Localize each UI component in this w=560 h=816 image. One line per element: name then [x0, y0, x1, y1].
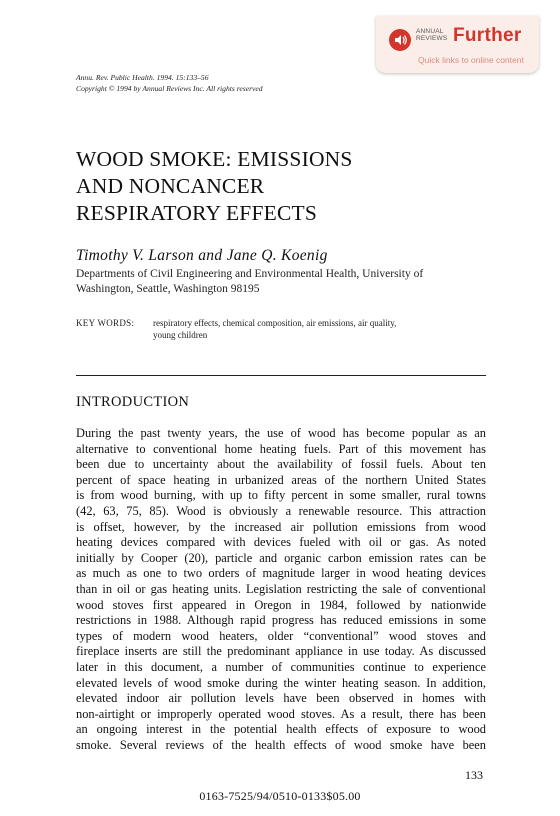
body-line: initially by Cooper (20), particle and organic carbon emission rates can be — [76, 550, 486, 565]
body-line: (42, 63, 75, 85). Wood is obviously a renewable resource. This attraction — [76, 503, 486, 518]
body-line: than in oil or gas heating units. Legislation restricting the sale of conventional — [76, 581, 486, 596]
further-brand-line2: REVIEWS — [416, 35, 448, 42]
further-brand-title: Further — [453, 25, 522, 46]
annual-reviews-speaker-icon — [389, 29, 411, 51]
article-title — [76, 146, 496, 227]
introduction-heading: INTRODUCTION — [76, 394, 190, 410]
body-line: fireplace inserts are still the predominant appliance in use today. As discussed — [76, 644, 486, 659]
body-line: types of modern wood heaters, older “conventional” wood stoves and — [76, 628, 486, 643]
body-line: restrictions in 1988. Although rapid progress has reduced emissions in some — [76, 613, 486, 628]
body-line: heating devices compared with devices fueled with oil or gas. As noted — [76, 535, 486, 550]
article-authors: Timothy V. Larson and Jane Q. Koenig — [76, 247, 328, 264]
introduction-body — [76, 426, 486, 753]
journal-citation: Annu. Rev. Public Health. 1994. 15:133–56 — [76, 73, 209, 82]
body-line: percent of space heating in urbanized areas of the northern United States — [76, 472, 486, 487]
keywords-line-1: respiratory effects, chemical composition, air emissions, air quality, — [153, 318, 397, 328]
page-number: 133 — [465, 768, 483, 782]
copyright-line: Copyright © 1994 by Annual Reviews Inc. All rights reserved — [76, 84, 263, 93]
article-title-line-3: RESPIRATORY EFFECTS — [76, 201, 317, 225]
horizontal-rule — [76, 375, 486, 376]
keywords-values — [153, 317, 493, 341]
body-line: During the past twenty years, the use of wood has become popular as an — [76, 426, 486, 440]
further-brand-line1: ANNUAL — [416, 28, 444, 35]
affiliation-line-2: Washington, Seattle, Washington 98195 — [76, 283, 260, 295]
body-line: as much as one to two orders of magnitude larger in wood heating devices — [76, 566, 486, 581]
body-line: alternative to conventional home heating fuels. Part of this movement has — [76, 441, 486, 456]
keywords-label: KEY WORDS: — [76, 318, 135, 328]
citation-block — [76, 72, 263, 94]
further-brand-small — [416, 28, 447, 42]
body-line: is offset, however, by the increased air pollution emissions from wood — [76, 519, 486, 534]
affiliation-line-1: Departments of Civil Engineering and Environmental Health, University of — [76, 268, 424, 280]
footer-code: 0163-7525/94/0510-0133$05.00 — [199, 789, 361, 803]
further-subtitle: Quick links to online content — [418, 55, 524, 65]
further-badge[interactable] — [376, 16, 539, 73]
keywords-line-2: young children — [153, 330, 208, 340]
body-line: wood stoves first appeared in Oregon in 1984, followed by nationwide — [76, 597, 486, 612]
body-line: later in this document, a number of communities continue to experience — [76, 659, 486, 674]
body-line: elevated levels of wood smoke during the winter heating season. In addition, — [76, 675, 486, 690]
body-line: elevated indoor air pollution levels have been observed in homes with — [76, 691, 486, 706]
body-line: smoke. Several reviews of the health effects of wood smoke have been — [76, 737, 486, 752]
body-line: non-airtight or improperly operated wood stoves. As a result, there has been — [76, 706, 486, 721]
body-line: been due to uncertainty about the availability of fossil fuels. About ten — [76, 457, 486, 472]
author-affiliation — [76, 267, 423, 297]
article-title-line-2: AND NONCANCER — [76, 174, 265, 198]
article-title-line-1: WOOD SMOKE: EMISSIONS — [76, 147, 353, 171]
body-line: an ongoing interest in the potential health effects of exposure to wood — [76, 722, 486, 737]
body-line: is from wood burning, with up to fifty percent in some smaller, rural towns — [76, 488, 486, 503]
